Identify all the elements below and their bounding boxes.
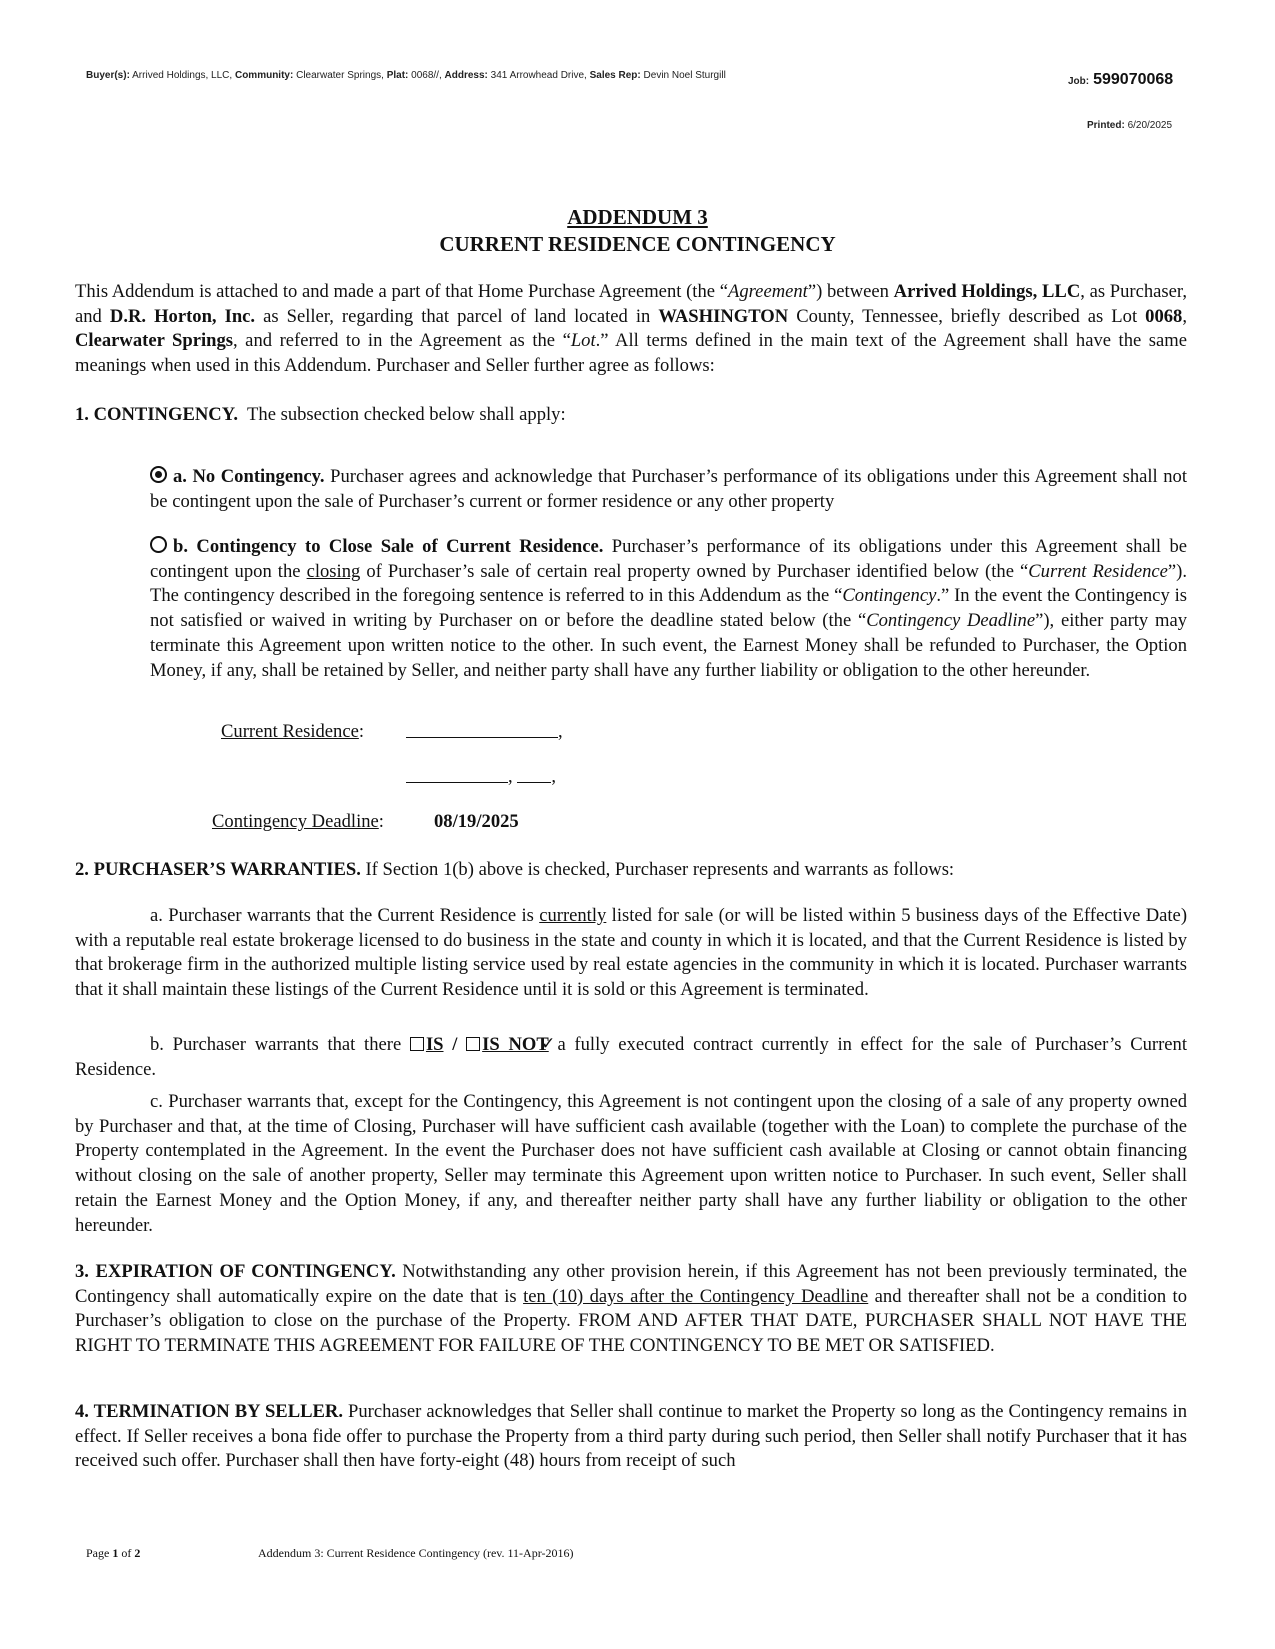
section-heading: 4. TERMINATION BY SELLER. bbox=[75, 1401, 343, 1422]
option-separator: / bbox=[443, 1034, 467, 1055]
community-value: Clearwater Springs, bbox=[296, 70, 384, 81]
buyer-value: Arrived Holdings, LLC, bbox=[132, 70, 233, 81]
intro-text: This Addendum is attached to and made a part of that Home Purchase Agreement (the “ bbox=[75, 281, 728, 302]
seller-name: D.R. Horton, Inc. bbox=[109, 305, 256, 327]
sales-rep-value: Devin Noel Sturgill bbox=[643, 70, 726, 81]
section-3 bbox=[75, 1260, 1187, 1359]
header-line bbox=[86, 70, 726, 81]
job-label: Job: bbox=[1068, 76, 1090, 87]
currently-term: currently bbox=[539, 905, 607, 926]
intro-text: , as Purchaser, and bbox=[75, 281, 1188, 327]
section-1-heading bbox=[75, 403, 1187, 428]
of-word: of bbox=[121, 1546, 132, 1560]
warranty-b-text: a fully executed contract currently in effect for the sale of Purchaser’s Current Residence. bbox=[75, 1034, 1187, 1080]
page-subtitle bbox=[0, 232, 1275, 257]
printed-date: 6/20/2025 bbox=[1127, 120, 1173, 131]
option-b-text: of Purchaser’s sale of certain real property owned by Purchaser identified below (the “ bbox=[360, 560, 1029, 582]
warranty-a-text: a. Purchaser warrants that the Current Residence is bbox=[150, 905, 540, 926]
deadline-value: 08/19/2025 bbox=[434, 811, 519, 832]
intro-text: County, Tennessee, briefly described as Lot bbox=[788, 305, 1146, 327]
footer-doc-name bbox=[258, 1546, 573, 1561]
colon: : bbox=[378, 811, 384, 832]
intro-text: , bbox=[1182, 305, 1187, 327]
option-a-radio-selected[interactable] bbox=[150, 466, 167, 483]
section-heading: 1. CONTINGENCY. bbox=[75, 404, 239, 425]
is-not-checkbox-checked[interactable] bbox=[466, 1037, 480, 1051]
address-label: Address: bbox=[444, 70, 488, 81]
sales-rep-label: Sales Rep: bbox=[589, 70, 641, 81]
option-b-text: ”). The contingency described in the foregoing sentence is referred to in this Addendum as the “ bbox=[150, 560, 1187, 607]
title-line1: ADDENDUM 3 bbox=[567, 205, 708, 229]
community-label: Community: bbox=[234, 70, 294, 81]
intro-text: .” All terms defined in the main text of the Agreement shall have the same meanings when used in this Addendum. Purchaser and Seller further agree as follows: bbox=[75, 330, 1188, 377]
option-a-paragraph bbox=[150, 465, 1187, 514]
page-total: 2 bbox=[134, 1546, 141, 1560]
current-residence-row bbox=[221, 720, 364, 745]
warranty-a-text: listed for sale (or will be listed within 5 business days of the Effective Date) with a reputable real estate brokerage licensed to do business in the state and county in which it is located, and that the Current Residence is listed by that brokerage firm in the authorized multiple listing service used by real estate agencies in the community in which it is located. Purchaser warrants that it shall maintain these listings of the Current Residence until it is sold or this Agreement is terminated. bbox=[75, 905, 1188, 1001]
page-number bbox=[86, 1546, 140, 1561]
title-line2: CURRENT RESIDENCE CONTINGENCY bbox=[439, 232, 836, 256]
agreement-term: Agreement bbox=[727, 281, 808, 302]
comma: , bbox=[558, 721, 563, 742]
deadline-value-wrap bbox=[434, 810, 519, 835]
city-blank[interactable] bbox=[406, 768, 508, 783]
contingency-deadline-term: Contingency Deadline bbox=[866, 610, 1036, 632]
section-text: Purchaser acknowledges that Seller shall continue to market the Property so long as the Contingency remains in effect. If Seller receives a bona fide offer to purchase the Property from a third party during such period, then Seller shall notify Purchaser that it has received such offer. Purchaser shall then have forty-eight (48) hours from receipt of such bbox=[75, 1401, 1187, 1472]
expiration-term: ten (10) days after the Contingency Deadline bbox=[523, 1285, 869, 1307]
comma: , bbox=[508, 766, 513, 787]
option-b-heading: b. Contingency to Close Sale of Current Residence. bbox=[173, 536, 604, 557]
page-current: 1 bbox=[112, 1546, 119, 1560]
document-name: Addendum 3: Current Residence Contingency (rev. 11-Apr-2016) bbox=[258, 1546, 574, 1560]
section-heading: 2. PURCHASER’S WARRANTIES. bbox=[75, 859, 361, 880]
option-b-paragraph bbox=[150, 535, 1187, 683]
closing-term: closing bbox=[306, 560, 361, 582]
contingency-term: Contingency bbox=[842, 585, 937, 607]
warranty-a bbox=[75, 904, 1187, 1003]
purchaser-name: Arrived Holdings, LLC bbox=[893, 281, 1081, 302]
is-checkbox[interactable] bbox=[410, 1037, 424, 1051]
option-a-heading: a. No Contingency. bbox=[173, 466, 325, 487]
section-heading: 3. EXPIRATION OF CONTINGENCY. bbox=[75, 1261, 396, 1282]
section-text: The subsection checked below shall apply: bbox=[247, 404, 566, 425]
printed-block bbox=[1087, 120, 1172, 131]
community-name: Clearwater Springs bbox=[75, 330, 233, 352]
plat-value: 0068//, bbox=[411, 70, 442, 81]
county-name: WASHINGTON bbox=[658, 305, 789, 327]
current-residence-line2 bbox=[406, 765, 556, 790]
page-title bbox=[0, 205, 1275, 230]
buyer-label: Buyer(s): bbox=[86, 70, 130, 81]
warranty-c bbox=[75, 1090, 1187, 1238]
address-value: 341 Arrowhead Drive, bbox=[490, 70, 587, 81]
option-b-text: ”), either party may terminate this Agreement upon written notice to the other. In such event, the Earnest Money shall be refunded to Purchaser, the Option Money, if any, shall be retained by Seller, and neither party shall have any further liability or obligation to the other hereunder. bbox=[150, 610, 1187, 681]
current-residence-line1 bbox=[406, 720, 563, 745]
plat-label: Plat: bbox=[386, 70, 409, 81]
section-text: and thereafter shall not be a condition to Purchaser’s obligation to close on the purchase of the Property. FROM AND AFTER THAT DATE, PURCHASER SHALL NOT HAVE THE RIGHT TO TERMINATE THIS AGREEMENT FOR FAILURE OF THE CONTINGENCY TO BE MET OR SATISFIED. bbox=[75, 1285, 1187, 1357]
page-word: Page bbox=[86, 1546, 110, 1560]
is-option: IS bbox=[425, 1034, 444, 1055]
lot-number: 0068 bbox=[1145, 305, 1183, 327]
option-a-text: Purchaser agrees and acknowledge that Purchaser’s performance of its obligations under this Agreement shall not be contingent upon the sale of Purchaser’s current or former residence or any other property bbox=[150, 466, 1188, 512]
intro-paragraph bbox=[75, 280, 1187, 379]
contingency-deadline-row bbox=[212, 810, 384, 835]
section-text: If Section 1(b) above is checked, Purchaser represents and warrants as follows: bbox=[360, 859, 955, 880]
state-blank[interactable] bbox=[517, 768, 551, 783]
street-blank[interactable] bbox=[406, 723, 558, 738]
current-residence-label: Current Residence bbox=[221, 721, 359, 742]
intro-text: , and referred to in the Agreement as the “ bbox=[233, 330, 571, 352]
intro-text: as Seller, regarding that parcel of land located in bbox=[255, 305, 659, 327]
option-b-radio[interactable] bbox=[150, 536, 167, 553]
lot-term: Lot bbox=[570, 330, 596, 352]
warranty-b bbox=[75, 1033, 1187, 1082]
option-b-text: Purchaser’s performance of its obligations under this Agreement shall be contingent upon the bbox=[150, 536, 1187, 582]
job-number-block bbox=[1068, 71, 1173, 89]
section-2-heading bbox=[75, 858, 1187, 883]
intro-text: ”) between bbox=[807, 281, 894, 302]
deadline-label: Contingency Deadline bbox=[212, 811, 379, 832]
warranty-b-text: b. Purchaser warrants that there bbox=[150, 1034, 410, 1055]
job-number: 599070068 bbox=[1093, 71, 1174, 88]
section-text: Notwithstanding any other provision herein, if this Agreement has not been previously terminated, the Contingency shall automatically expire on the date that is bbox=[75, 1261, 1187, 1307]
colon: : bbox=[358, 721, 365, 742]
warranty-c-text: c. Purchaser warrants that, except for the Contingency, this Agreement is not contingent upon the closing of a sale of any property owned by Purchaser and that, at the time of Closing, Purchaser will have sufficient cash available (together with the Loan) to complete the purchase of the Property contemplated in the Agreement. In the event the Purchaser does not have sufficient cash available at Closing or cannot obtain financing without closing on the sale of another property, Seller may terminate this Agreement upon written notice to Purchaser. In such event, Seller shall retain the Earnest Money and the Option Money, if any, and thereafter neither party shall have any further liability or obligation to the other hereunder. bbox=[75, 1091, 1187, 1236]
section-4 bbox=[75, 1400, 1187, 1474]
is-not-option: IS NOT bbox=[482, 1034, 549, 1055]
current-residence-term: Current Residence bbox=[1028, 560, 1168, 582]
comma: , bbox=[551, 766, 556, 787]
option-b-text: .” In the event the Contingency is not satisfied or waived in writing by Purchaser on or before the deadline stated below (the “ bbox=[150, 585, 1187, 632]
printed-label: Printed: bbox=[1087, 120, 1125, 131]
